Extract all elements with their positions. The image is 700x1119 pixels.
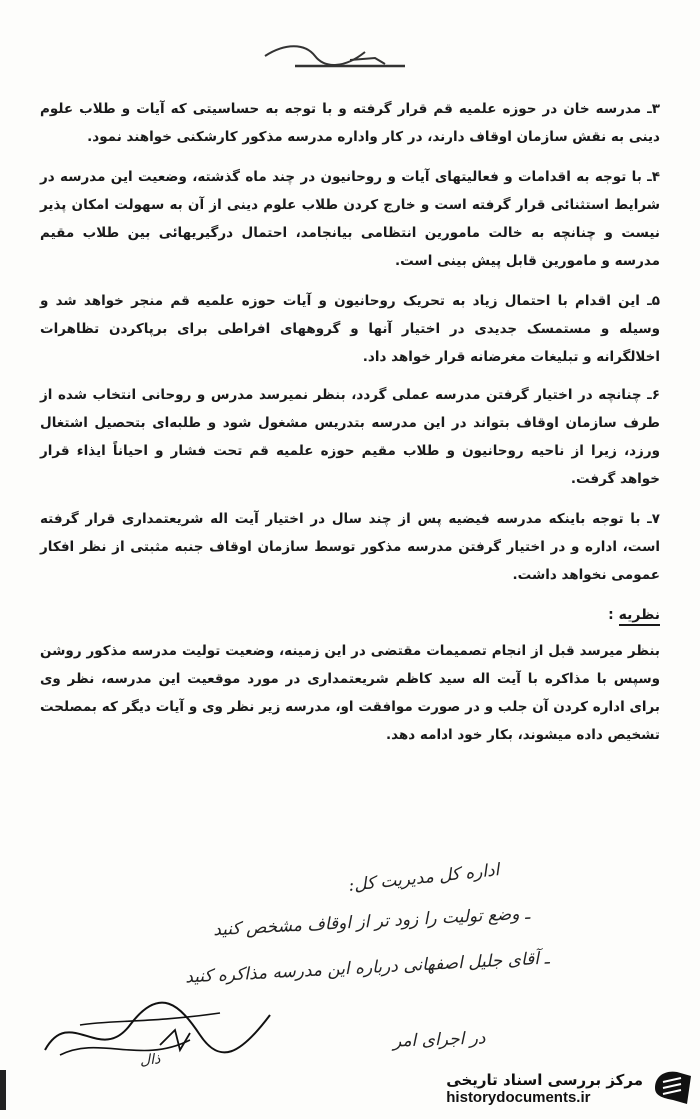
paragraph-3: ۳ـ مدرسه خان در حوزه علمیه قم قرار گرفته و با توجه به حساسیتی که آیات و طلاب علوم دینی به نقش سازمان اوقاف دارند، در کار واداره مدرسه مذکور کارشکنی خواهند نمود. bbox=[40, 101, 660, 145]
paragraph-6: ۶ـ چنانچه در اختیار گرفتن مدرسه عملی گردد، بنظر نمیرسد مدرس و روحانی انتخاب شده از طرف سازمان اوقاف بتواند در این مدرسه بتدریس مشغول شود و طلبه‌ای بتحصیل اشتغال ورزد، زیرا از ناحیه روحانیون و طلاب مقیم حوزه علمیه قم تحت فشار و احیاناً ایذاء قرار خواهد گرفت. bbox=[40, 387, 660, 487]
handwritten-note-line-4: در اجرای امر bbox=[392, 1028, 486, 1052]
handwritten-note-line-1: اداره کل مدیریت کل: bbox=[347, 860, 501, 896]
paragraph-7: ۷ـ با توجه باینکه مدرسه فیضیه پس از چند سال در اختیار آیت اله شریعتمداری قرار گرفته است، اداره و در اختیار گرفتن مدرسه مذکور توسط سازمان اوقاف جنبه مثبتی از نظر افکار عمومی نخواهد داشت. bbox=[40, 511, 660, 583]
left-edge-mark bbox=[0, 1070, 6, 1110]
document-body bbox=[40, 95, 660, 749]
handwritten-note-line-5: ذال bbox=[139, 1051, 161, 1069]
opinion-heading-label: نظریه bbox=[619, 607, 660, 626]
handwritten-note-line-2: ـ وضع تولیت را زود تر از اوقاف مشخص کنید bbox=[212, 903, 531, 941]
book-icon bbox=[651, 1066, 695, 1110]
signature-scribble bbox=[40, 995, 280, 1075]
opinion-heading: نظریه : bbox=[40, 601, 660, 629]
opinion-paragraph: بنظر میرسد قبل از انجام تصمیمات مقتضی در این زمینه، وضعیت تولیت مدرسه مذکور روشن وسپس با مذاکره با آیت اله سید کاظم شریعتمداری در مورد موقعیت این مدرسه، نظر وی برای اداره کردن آن جلب و در صورت موافقت او، مدرسه زیر نظر وی و آیات دیگر که بمصلحت تشخیص داده میشوند، بکار خود ادامه دهد. bbox=[40, 643, 660, 743]
handwritten-note-line-3: ـ آقای جلیل اصفهانی درباره این مدرسه مذاکره کنید bbox=[185, 948, 551, 988]
paragraph-4: ۴ـ با توجه به اقدامات و فعالیتهای آیات و روحانیون در چند ماه گذشته، وضعیت این مدرسه در شرایط استثنائی قرار گرفته است و خارج کردن طلاب علوم دینی از آن به سهولت امکان پذیر نیست و چنانچه به خالت مامورین انتظامی بیانجامد، احتمال درگیریهائی بین طلاب مقیم مدرسه و مامورین قابل پیش بینی است. bbox=[40, 169, 660, 269]
watermark-title: مرکز بررسی اسناد تاریخی bbox=[446, 1070, 643, 1089]
handwritten-header-mark bbox=[255, 38, 425, 78]
archive-watermark bbox=[385, 1063, 695, 1113]
paragraph-5: ۵ـ این اقدام با احتمال زیاد به تحریک روحانیون و آیات حوزه علمیه قم منجر خواهد شد و وسیله و مستمسک جدیدی در اختیار آنها و گروههای افراطی برای برپاکردن تظاهرات اخلالگرانه و تبلیغات مغرضانه قرار خواهد داد. bbox=[40, 293, 660, 365]
watermark-url: historydocuments.ir bbox=[446, 1088, 591, 1106]
watermark-texts bbox=[446, 1071, 643, 1106]
